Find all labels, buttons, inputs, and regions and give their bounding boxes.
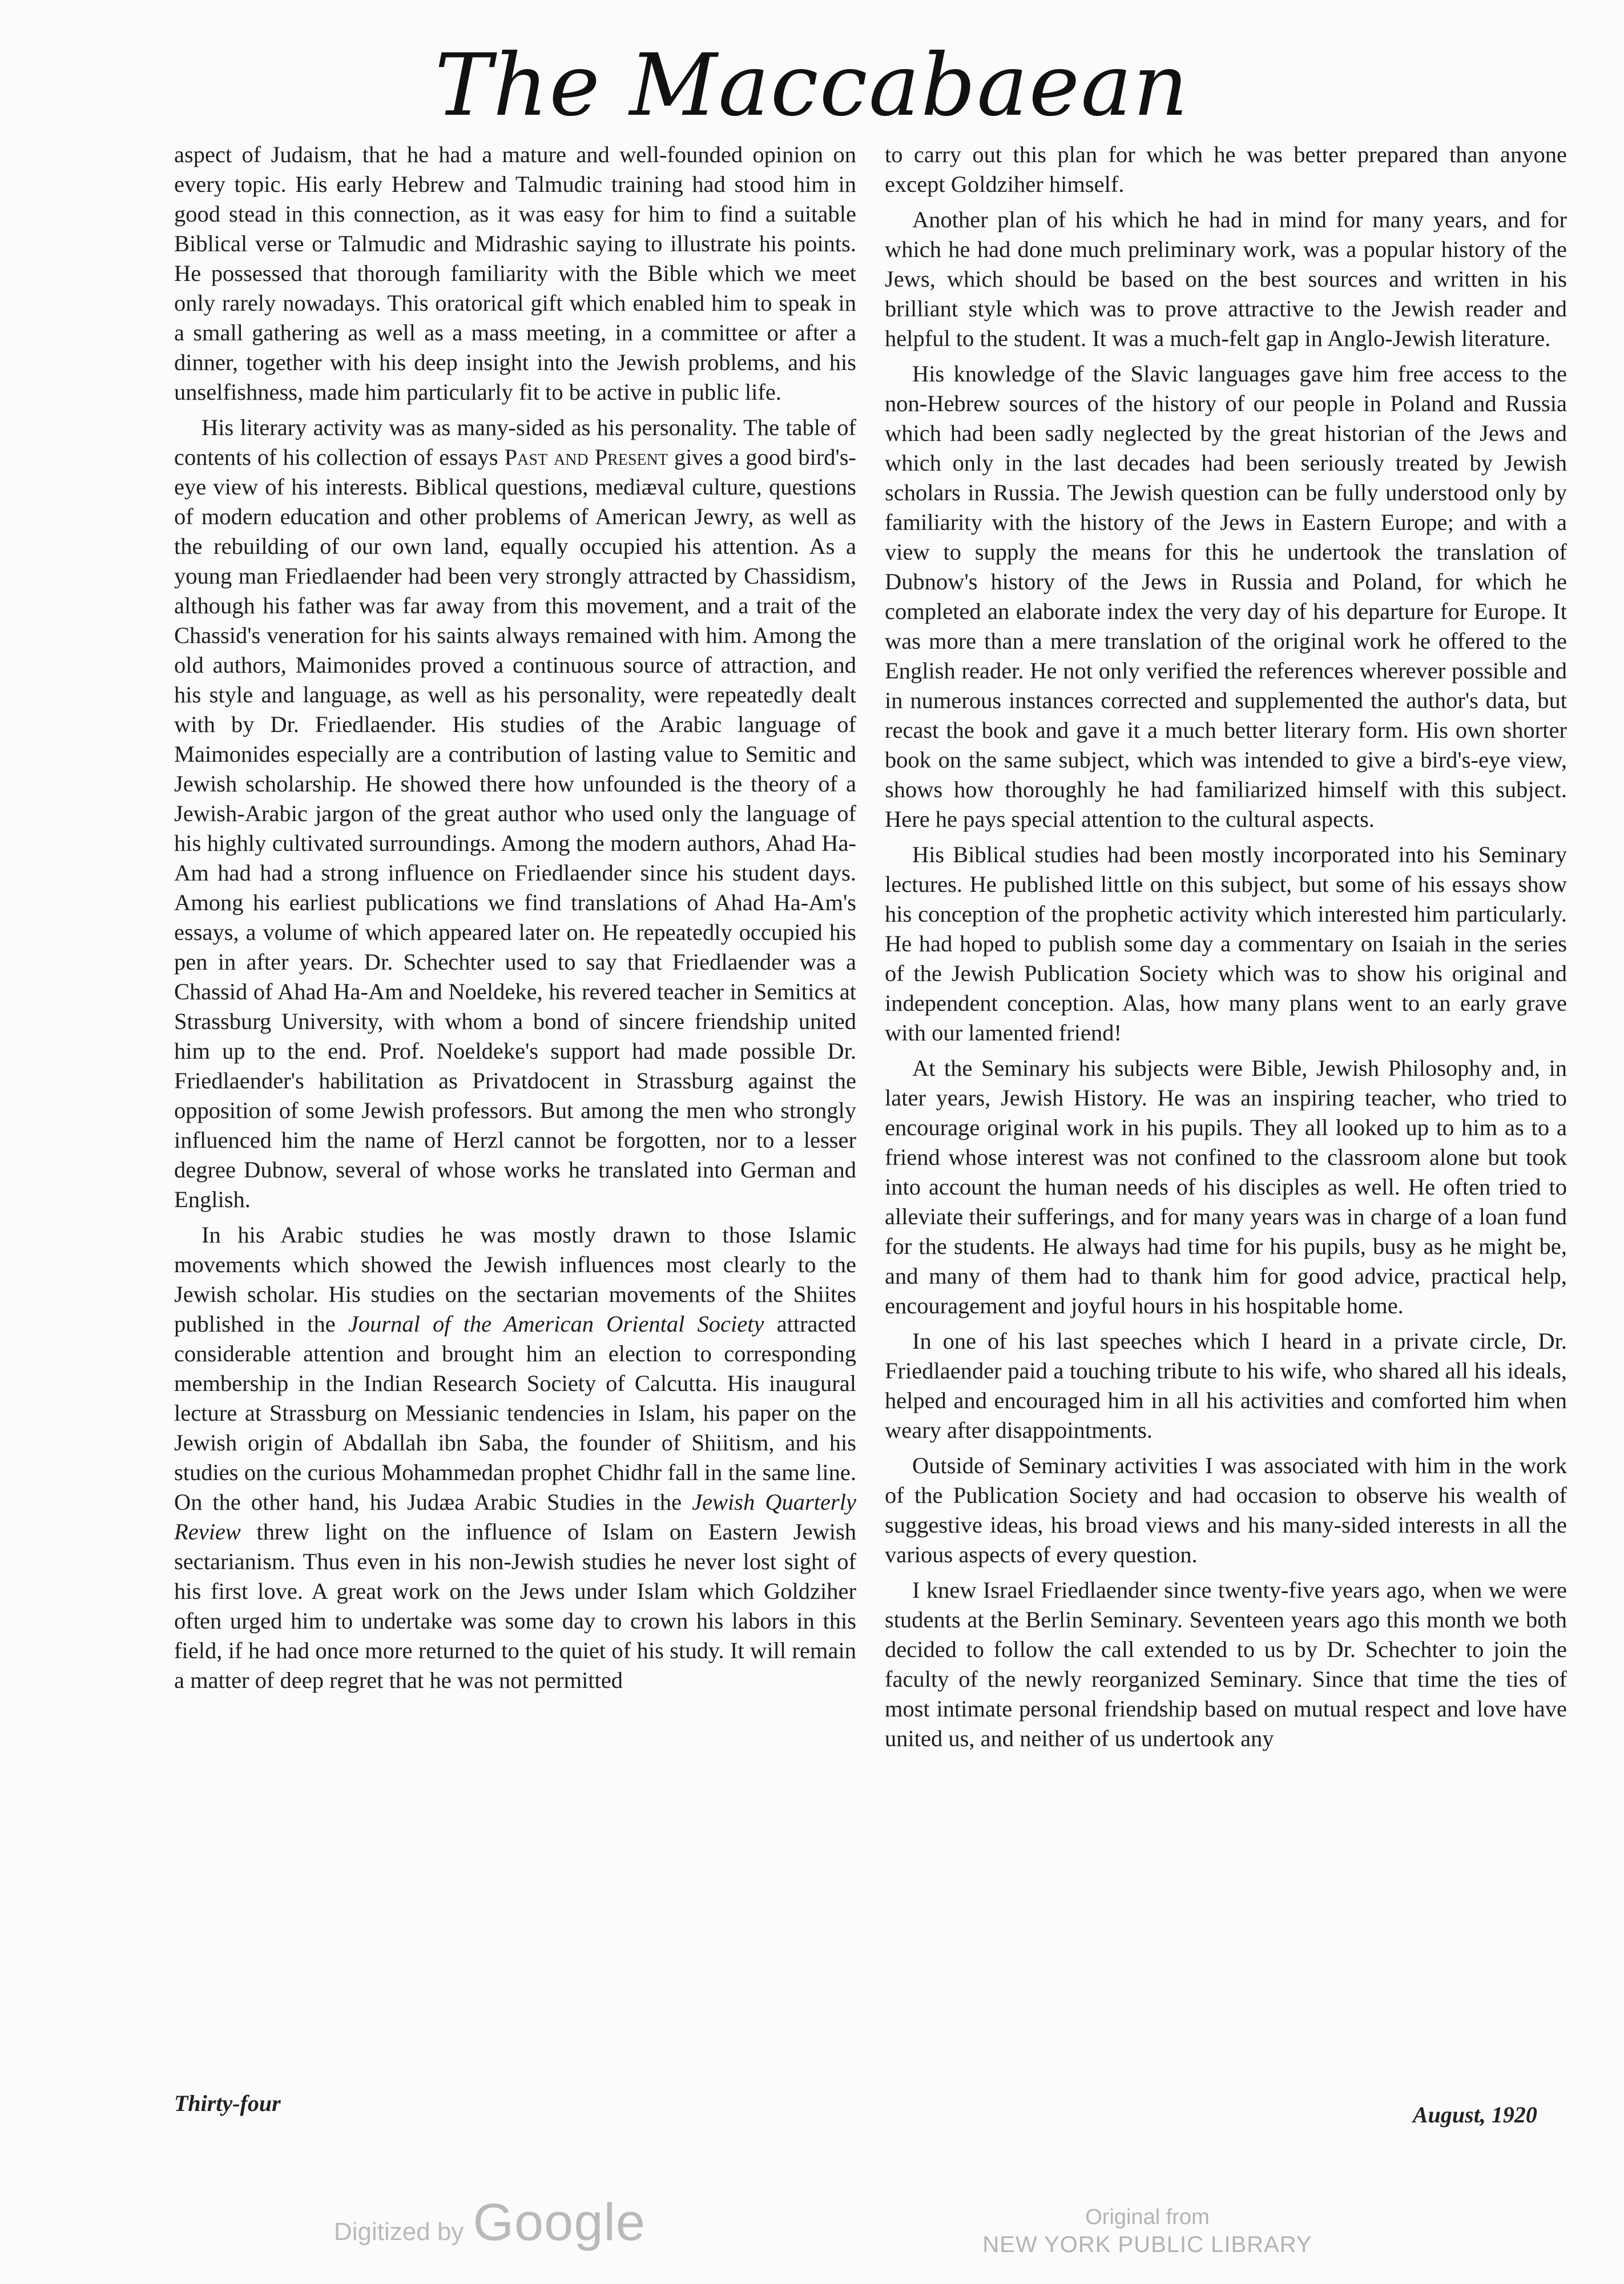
left-paragraph-2-start: His literary activity was as many-sided as his personality. The table of contents of his collection of essays [174, 415, 856, 470]
right-paragraph-2: Another plan of his which he had in mind for many years, and for which he had done much preliminary work, was a popular history of the Jews, which should be based on the best sources and written in his brilliant style which was to prove attractive to the Jewish reader and helpful to the student. It was a much-felt gap in Anglo-Jewish literature. [885, 207, 1567, 351]
right-paragraph-1: to carry out this plan for which he was better prepared than anyone except Goldziher himself. [885, 142, 1567, 197]
library-watermark [970, 2204, 1324, 2259]
left-paragraph-1: aspect of Judaism, that he had a mature and well-founded opinion on every topic. His early Hebrew and Talmudic training had stood him in good stead in this connection, as it was easy for him to find a suitable Biblical verse or Talmudic and Midrashic saying to illustrate his points. He possessed that thorough familiarity with the Bible which we meet only rarely nowadays. This oratorical gift which enabled him to speak in a small gathering as well as a mass meeting, in a committee or after a dinner, together with his deep insight into the Jewish problems, and his unselfishness, made him particularly fit to be active in public life. [174, 142, 856, 405]
right-column [885, 140, 1567, 2076]
right-paragraph-7: Outside of Seminary activities I was associated with him in the work of the Publication Society and had occasion to observe his wealth of suggestive ideas, his broad views and his many-sided interests in all the various aspects of every question. [885, 1453, 1567, 1567]
book-title-past-and-present: Past and Present [504, 444, 668, 470]
left-paragraph-3-middle: attracted considerable attention and brought him an election to corresponding membership in the Indian Research Society of Calcutta. His inaugural lecture at Strassburg on Messianic tendencies in Islam, his paper on the Jewish origin of Abdallah ibn Saba, the founder of Shiitism, and his studies on the curious Mohammedan prophet Chidhr fall in the same line. On the other hand, his Judæa Arabic Studies in the [174, 1311, 856, 1515]
right-paragraph-4: His Biblical studies had been mostly incorporated into his Seminary lectures. He published little on this subject, but some of his essays show his conception of the prophetic activity which interested him particularly. He had hoped to publish some day a commentary on Isaiah in the series of the Jewish Publication Society which was to show his original and independent conception. Alas, how many plans went to an early grave with our lamented friend! [885, 842, 1567, 1046]
digitized-by-watermark [334, 2193, 646, 2251]
masthead-title: The Maccabaean [434, 36, 1190, 135]
left-paragraph-3 [174, 1220, 856, 1695]
right-paragraph-5: At the Seminary his subjects were Bible, Jewish Philosophy and, in later years, Jewish History. He was an inspiring teacher, who tried to encourage original work in his pupils. They all looked up to him as to a friend whose interest was not confined to the classroom alone but took into account the human needs of his disciples as well. He often tried to alleviate their sufferings, and for many years was in charge of a loan fund for the students. He always had time for his pupils, busy as he might be, and many of them had to thank him for good advice, practical help, encouragement and joyful hours in his hospitable home. [885, 1055, 1567, 1318]
journal-title: Journal of the American Oriental Society [348, 1311, 764, 1337]
left-paragraph-2 [174, 413, 856, 1215]
digitized-by-label: Digitized by [334, 2218, 464, 2246]
review-title: Jewish Quarterly Review [174, 1489, 856, 1545]
left-paragraph-3-start: In his Arabic studies he was mostly drawn to those Islamic movements which showed the Jewish influences most clearly to the Jewish scholar. His studies on the sectarian movements of the Shiites published in the [174, 1222, 856, 1337]
library-name: NEW YORK PUBLIC LIBRARY [982, 2232, 1312, 2257]
issue-date: August, 1920 [1413, 2102, 1537, 2128]
left-paragraph-3-end: threw light on the influence of Islam on Eastern Jewish sectarianism. Thus even in his non-Jewish studies he never lost sight of his first love. A great work on the Jews under Islam which Goldziher often urged him to undertake was some day to crown his labors in this field, if he had once more returned to the quiet of his study. It will remain a matter of deep regret that he was not permitted [174, 1519, 856, 1693]
page-number: Thirty-four [174, 2090, 281, 2116]
original-from-label: Original from [1085, 2205, 1210, 2229]
right-paragraph-8: I knew Israel Friedlaender since twenty-five years ago, when we were students at the Berlin Seminary. Seventeen years ago this month we both decided to follow the call extended to us by Dr. Schechter to join the faculty of the newly reorganized Seminary. Since that time the ties of most intimate personal friendship based on mutual respect and love have united us, and neither of us undertook any [885, 1577, 1567, 1751]
left-column [174, 140, 856, 2076]
right-paragraph-6: In one of his last speeches which I heard in a private circle, Dr. Friedlaender paid a touching tribute to his wife, who shared all his ideals, helped and encouraged him in all his activities and comforted him when weary after disappointments. [885, 1328, 1567, 1443]
google-logo: Google [473, 2193, 646, 2251]
left-paragraph-2-rest: gives a good bird's-eye view of his interests. Biblical questions, mediæval culture, questions of modern education and other problems of American Jewry, as well as the rebuilding of our own land, equally occupied his attention. As a young man Friedlaender had been very strongly attracted by Chassidism, although his father was far away from this movement, and a trait of the Chassid's veneration for his saints always remained with him. Among the old authors, Maimonides proved a continuous source of attraction, and his style and language, as well as his personality, were repeatedly dealt with by Dr. Friedlaender. His studies of the Arabic language of Maimonides especially are a contribution of lasting value to Semitic and Jewish scholarship. He showed there how unfounded is the theory of a Jewish-Arabic jargon of the great author who used only the language of his highly cultivated surroundings. Among the modern authors, Ahad Ha-Am had had a strong influence on Friedlaender since his student days. Among his earliest publications we find translations of Ahad Ha-Am's essays, a volume of which appeared later on. He repeatedly occupied his pen in after years. Dr. Schechter used to say that Friedlaender was a Chassid of Ahad Ha-Am and Noeldeke, his revered teacher in Semitics at Strassburg University, with whom a bond of sincere friendship united him up to the end. Prof. Noeldeke's support had made possible Dr. Friedlaender's habilitation as Privatdocent in Strassburg against the opposition of some Jewish professors. But among the men who strongly influenced him the name of Herzl cannot be forgotten, nor to a lesser degree Dubnow, several of whose works he translated into German and English. [174, 444, 856, 1212]
right-paragraph-3: His knowledge of the Slavic languages gave him free access to the non-Hebrew sources of the history of our people in Poland and Russia which had been sadly neglected by the great historian of the Jews and which only in the last decades had been seriously treated by Jewish scholars in Russia. The Jewish question can be fully understood only by familiarity with the history of the Jews in Eastern Europe; and with a view to supply the means for this he undertook the translation of Dubnow's history of the Jews in Russia and Poland, for which he completed an elaborate index the very day of his departure for Europe. It was more than a mere translation of the original work he offered to the English reader. He not only verified the references wherever possible and in numerous instances corrected and supplemented the author's data, but recast the book and gave it a much better literary form. His own shorter book on the same subject, which was intended to give a bird's-eye view, shows how thoroughly he had familiarized himself with this subject. Here he pays special attention to the cultural aspects. [885, 361, 1567, 832]
